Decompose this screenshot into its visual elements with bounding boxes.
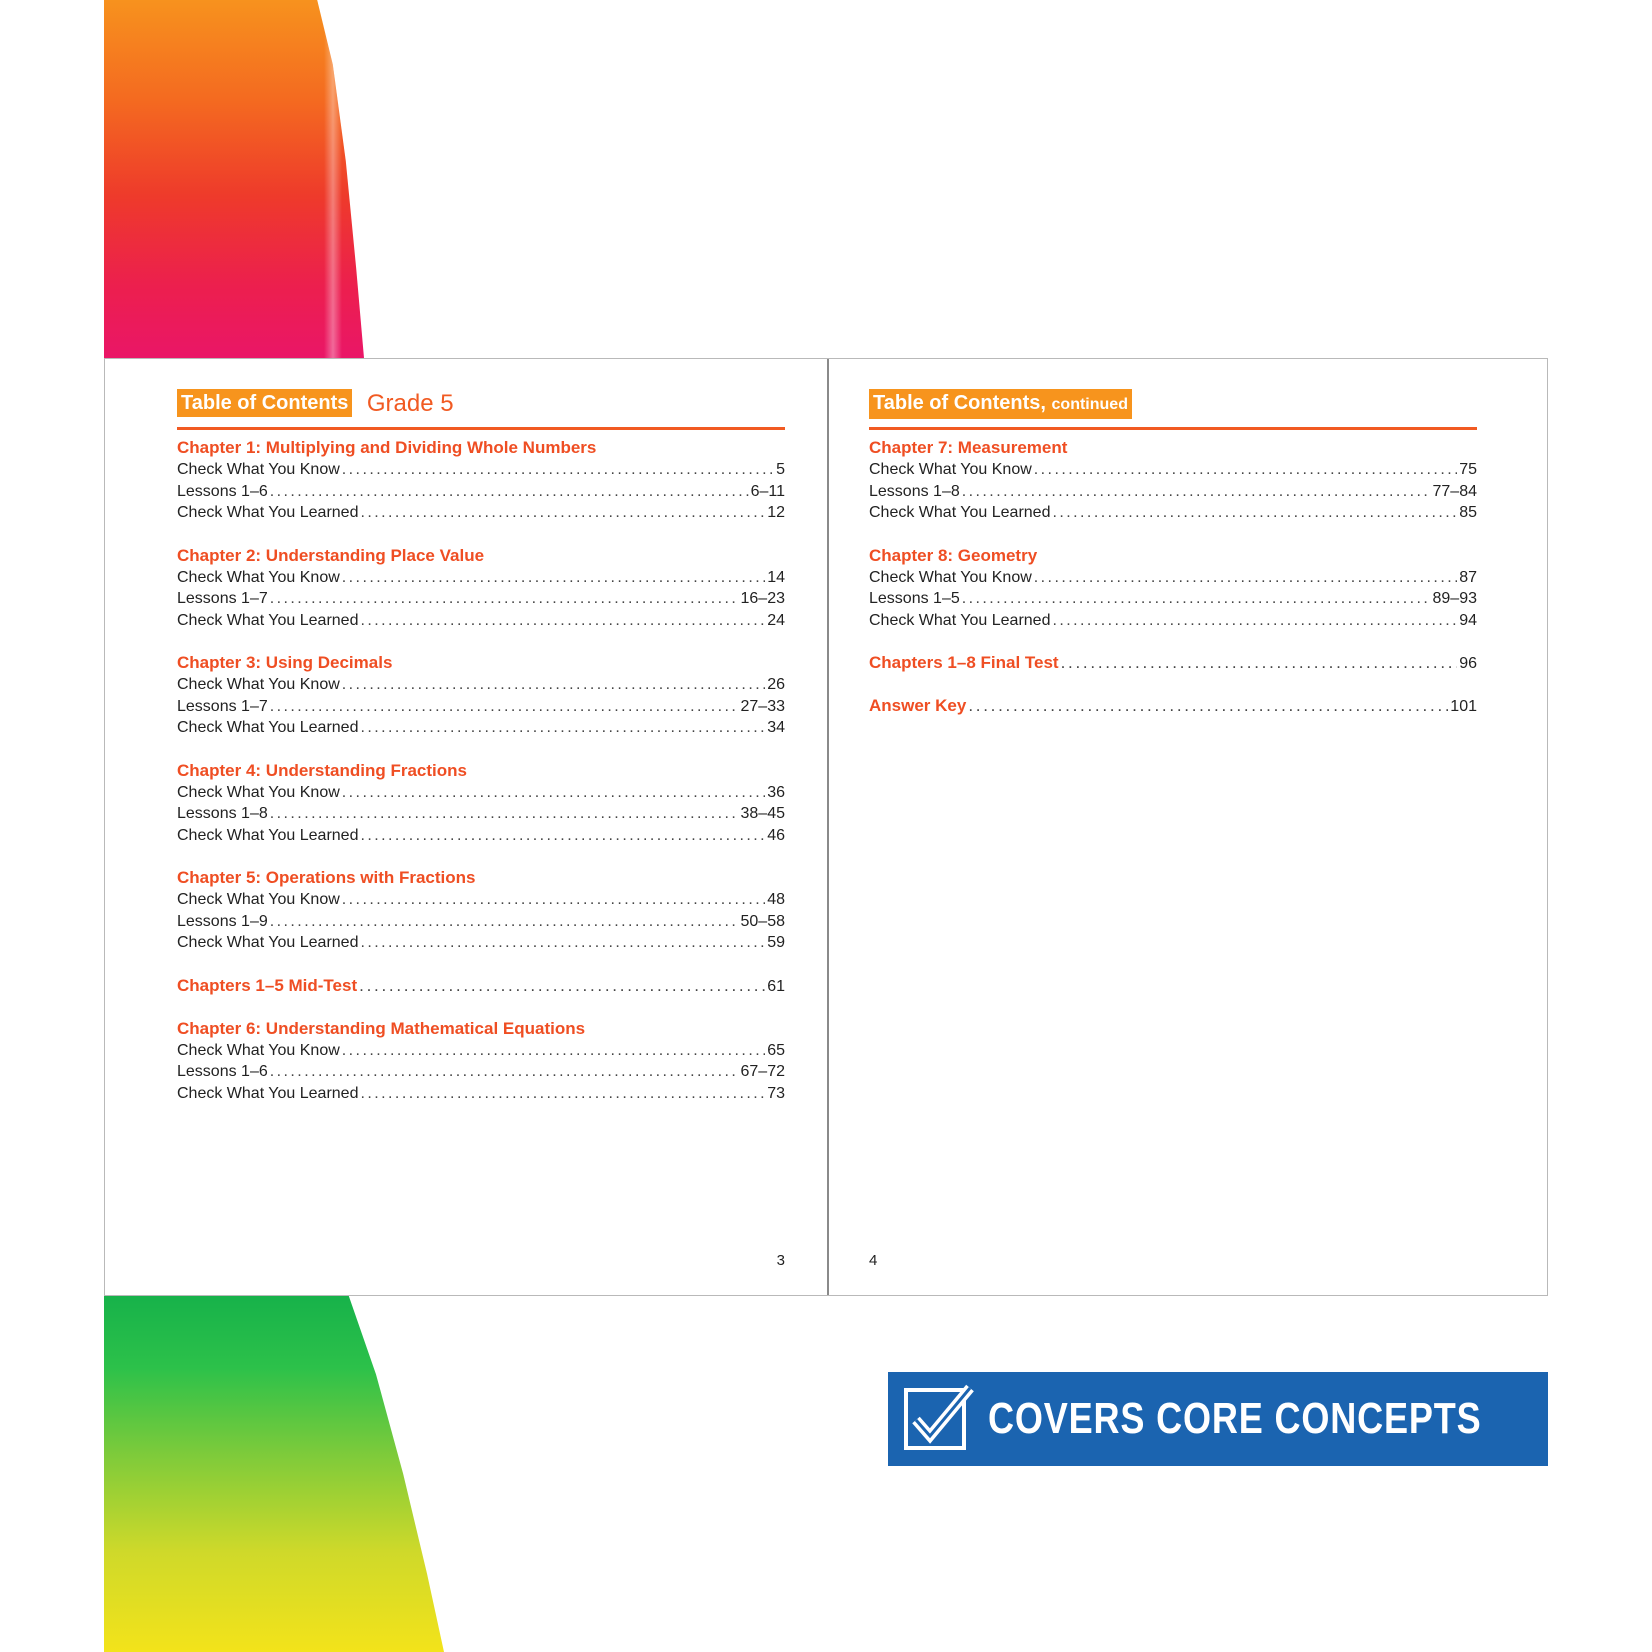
dot-leader [342, 889, 765, 911]
toc-row-label: Lessons 1–5 [869, 590, 960, 607]
toc-row [177, 889, 785, 911]
toc-row-label: Check What You Know [869, 568, 1032, 586]
toc-row [177, 502, 785, 524]
toc-row-page: 87 [1459, 568, 1477, 586]
toc-row-page: 96 [1459, 655, 1477, 672]
toc-row [177, 588, 785, 610]
toc-row-page: 24 [767, 611, 785, 629]
toc-group [177, 867, 785, 954]
book-spine [827, 359, 829, 1295]
toc-row-label: Check What You Know [177, 568, 340, 586]
toc-group [177, 975, 785, 997]
toc-row [177, 610, 785, 632]
toc-row-page: 27–33 [740, 697, 785, 715]
toc-row-label: Chapters 1–8 Final Test [869, 653, 1059, 672]
checkmark-icon [900, 1374, 980, 1454]
dot-leader [1061, 652, 1458, 674]
chapter-heading: Chapter 3: Using Decimals [177, 653, 393, 672]
dot-leader [360, 610, 765, 632]
page-number: 3 [776, 1252, 785, 1269]
toc-group [177, 437, 785, 524]
toc-row-label: Answer Key [869, 696, 967, 715]
dot-leader [270, 696, 739, 718]
toc-row-page: 67–72 [740, 1063, 785, 1080]
toc-row-page: 89–93 [1432, 590, 1477, 607]
toc-row-page: 65 [767, 1041, 785, 1059]
toc-group [869, 437, 1477, 524]
toc-row [177, 932, 785, 954]
toc-row-label: Check What You Learned [177, 611, 359, 629]
toc-row [177, 1040, 785, 1062]
toc-row-label: Check What You Know [177, 676, 340, 693]
toc-row-page: 85 [1459, 504, 1477, 521]
toc-row-page: 36 [767, 783, 785, 801]
chapter-heading: Chapter 2: Understanding Place Value [177, 545, 485, 565]
toc-group [177, 545, 785, 632]
toc-row [177, 674, 785, 696]
chapter-heading: Chapter 6: Understanding Mathematical Equations [177, 1018, 586, 1038]
dot-leader [1052, 610, 1457, 632]
toc-row-page: 6–11 [750, 482, 785, 500]
dot-leader [359, 975, 765, 997]
toc-row-label: Lessons 1–6 [177, 482, 268, 500]
toc-entries [869, 437, 1477, 738]
dot-leader [270, 588, 739, 610]
dot-leader [342, 1040, 765, 1062]
toc-row [177, 911, 785, 933]
toc-row [869, 459, 1477, 481]
dot-leader [342, 674, 765, 696]
toc-row-label: Check What You Learned [869, 504, 1051, 521]
toc-row-label: Check What You Learned [177, 504, 359, 521]
toc-row-label: Check What You Learned [869, 611, 1051, 629]
toc-header [869, 389, 1477, 430]
toc-group [177, 652, 785, 739]
toc-row-page: 48 [767, 891, 785, 908]
dot-leader [360, 502, 765, 524]
chapter-heading: Chapter 7: Measurement [869, 438, 1068, 457]
dot-leader [270, 481, 749, 503]
toc-row-page: 75 [1459, 461, 1477, 478]
toc-row-label: Check What You Know [177, 783, 340, 801]
toc-row-page: 59 [767, 934, 785, 951]
badge-text: COVERS CORE CONCEPTS [988, 1394, 1482, 1443]
toc-group [177, 1018, 785, 1105]
grade-label: Grade 5 [366, 390, 454, 417]
toc-row [177, 825, 785, 847]
toc-row-label: Check What You Learned [177, 1084, 359, 1102]
toc-row-label: Lessons 1–6 [177, 1063, 268, 1080]
toc-entries [177, 437, 785, 1125]
toc-row-label: Check What You Know [177, 461, 340, 478]
toc-title: Table of Contents [177, 389, 352, 417]
toc-row-page: 61 [767, 977, 785, 995]
toc-row-page: 101 [1450, 698, 1477, 715]
toc-row-page: 73 [767, 1084, 785, 1102]
decorative-stripe-bottom [104, 1296, 444, 1652]
toc-row-page: 34 [767, 719, 785, 736]
toc-row-label: Lessons 1–9 [177, 912, 268, 930]
toc-row-label: Lessons 1–7 [177, 697, 268, 715]
toc-row-page: 94 [1459, 611, 1477, 629]
toc-row-page: 38–45 [740, 805, 785, 822]
book-spread [104, 358, 1548, 1296]
toc-row [177, 481, 785, 503]
dot-leader [1034, 567, 1457, 589]
toc-row [177, 1061, 785, 1083]
chapter-heading: Chapter 8: Geometry [869, 545, 1038, 565]
decorative-stripe-top [104, 0, 364, 358]
dot-leader [962, 481, 1431, 503]
chapter-heading: Chapter 4: Understanding Fractions [177, 760, 467, 780]
dot-leader [342, 782, 765, 804]
toc-title: Table of Contents, continued [869, 389, 1132, 419]
toc-row-label: Lessons 1–8 [869, 482, 960, 500]
toc-section-row [869, 695, 1477, 717]
toc-row-label: Lessons 1–7 [177, 590, 268, 607]
dot-leader [360, 717, 765, 739]
toc-group [869, 652, 1477, 674]
toc-section-row [869, 652, 1477, 674]
dot-leader [360, 1083, 765, 1105]
toc-header [177, 389, 785, 430]
dot-leader [342, 567, 765, 589]
dot-leader [360, 825, 765, 847]
dot-leader [270, 803, 739, 825]
page-number: 4 [869, 1252, 878, 1269]
toc-row-page: 26 [767, 676, 785, 693]
toc-row-label: Check What You Learned [177, 719, 359, 736]
dot-leader [360, 932, 765, 954]
toc-row [869, 588, 1477, 610]
chapter-heading: Chapter 1: Multiplying and Dividing Whole Numbers [177, 438, 597, 457]
dot-leader [962, 588, 1431, 610]
toc-row-label: Check What You Know [177, 891, 340, 908]
toc-group [177, 760, 785, 847]
toc-row [869, 481, 1477, 503]
toc-group [869, 695, 1477, 717]
toc-row [177, 803, 785, 825]
toc-row [869, 502, 1477, 524]
toc-row [177, 782, 785, 804]
toc-row-page: 5 [776, 461, 785, 478]
dot-leader [968, 695, 1448, 717]
toc-row-label: Check What You Know [177, 1041, 340, 1059]
toc-row-label: Check What You Learned [177, 934, 359, 951]
toc-row [177, 459, 785, 481]
toc-row [869, 610, 1477, 632]
toc-row-label: Check What You Know [869, 461, 1032, 478]
toc-row-page: 12 [767, 504, 785, 521]
toc-row-page: 14 [767, 568, 785, 586]
covers-core-concepts-badge [888, 1372, 1548, 1466]
dot-leader [270, 1061, 739, 1083]
toc-row [869, 567, 1477, 589]
toc-row-label: Check What You Learned [177, 826, 359, 844]
dot-leader [1034, 459, 1457, 481]
left-page [177, 359, 785, 1295]
toc-row [177, 696, 785, 718]
right-page [869, 359, 1477, 1295]
toc-row-label: Lessons 1–8 [177, 805, 268, 822]
toc-group [869, 545, 1477, 632]
toc-row [177, 717, 785, 739]
dot-leader [270, 911, 739, 933]
toc-section-row [177, 975, 785, 997]
chapter-heading: Chapter 5: Operations with Fractions [177, 868, 476, 887]
toc-row [177, 1083, 785, 1105]
dot-leader [1052, 502, 1457, 524]
dot-leader [342, 459, 774, 481]
toc-row [177, 567, 785, 589]
toc-row-page: 16–23 [740, 590, 785, 607]
toc-row-page: 46 [767, 826, 785, 844]
toc-row-label: Chapters 1–5 Mid-Test [177, 975, 358, 995]
toc-row-page: 77–84 [1432, 482, 1477, 500]
toc-row-page: 50–58 [740, 912, 785, 930]
